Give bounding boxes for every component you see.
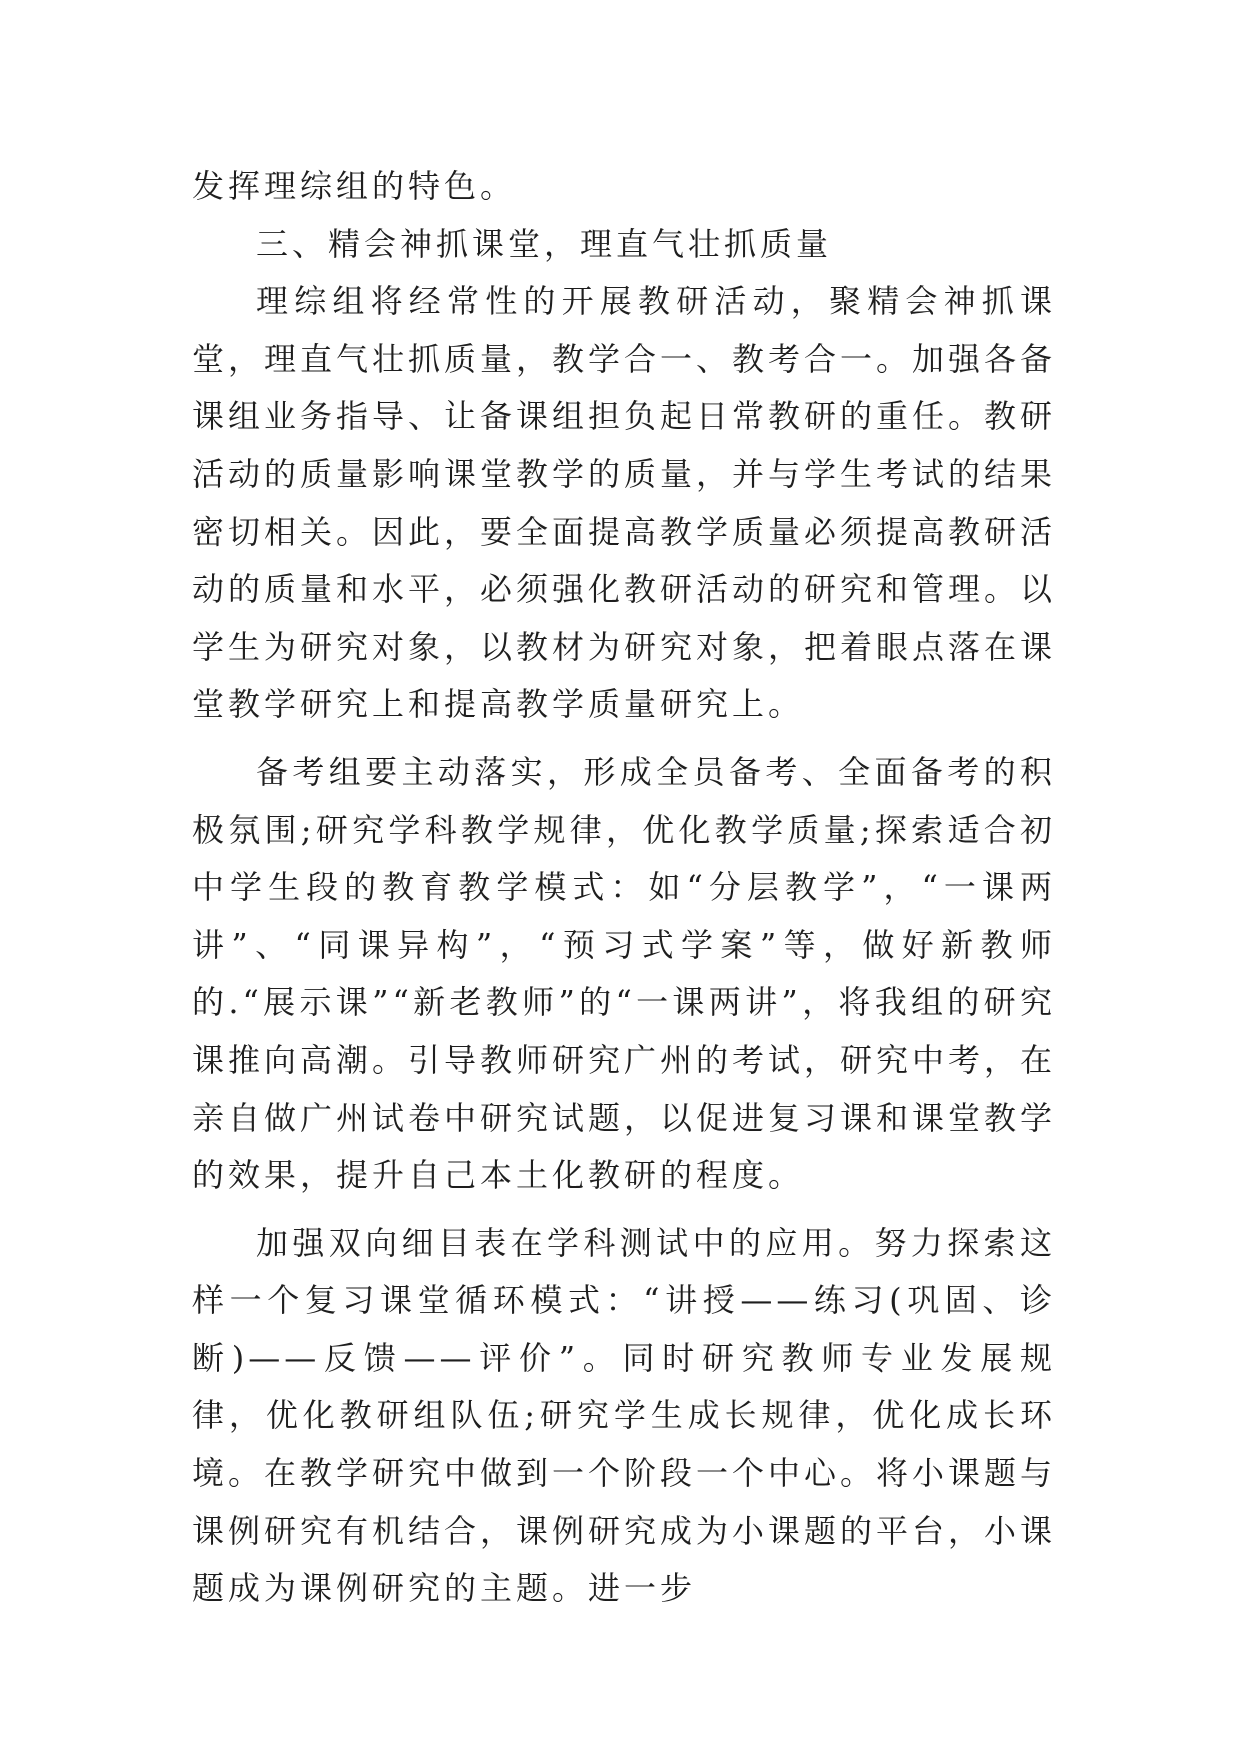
- paragraph-continuation: 发挥理综组的特色。: [192, 167, 517, 205]
- document-body: [192, 158, 1056, 1618]
- paragraph-research-activities: 理综组将经常性的开展教研活动，聚精会神抓课堂，理直气壮抓质量，教学合一、教考合一。加强各备课组业务指导、让备课组担负起日常教研的重任。教研活动的质量影响课堂教学的质量，并与学生考试的结果密切相关。因此，要全面提高教学质量必须提高教研活动的质量和水平，必须强化教研活动的研究和管理。以学生为研究对象，以教材为研究对象，把着眼点落在课堂教学研究上和提高教学质量研究上。: [192, 282, 1057, 724]
- paragraph-exam-preparation: 备考组要主动落实，形成全员备考、全面备考的积极氛围;研究学科教学规律，优化教学质量;探索适合初中学生段的教育教学模式：如“分层教学”，“一课两讲”、“同课异构”，“预习式学案”等，做好新教师的.“展示课”“新老教师”的“一课两讲”，将我组的研究课推向高潮。引导教师研究广州的考试，研究中考，在亲自做广州试卷中研究试题，以促进复习课和课堂教学的效果，提升自己本土化教研的程度。: [192, 752, 1057, 1195]
- paragraph-review-cycle: 加强双向细目表在学科测试中的应用。努力探索这样一个复习课堂循环模式：“讲授——练习(巩固、诊断)——反馈——评价”。同时研究教师专业发展规律，优化教研组队伍;研究学生成长规律，优化成长环境。在教学研究中做到一个阶段一个中心。将小课题与课例研究有机结合，课例研究成为小课题的平台，小课题成为课例研究的主题。进一步: [192, 1223, 1057, 1608]
- section-heading: 三、精会神抓课堂，理直气壮抓质量: [256, 224, 833, 263]
